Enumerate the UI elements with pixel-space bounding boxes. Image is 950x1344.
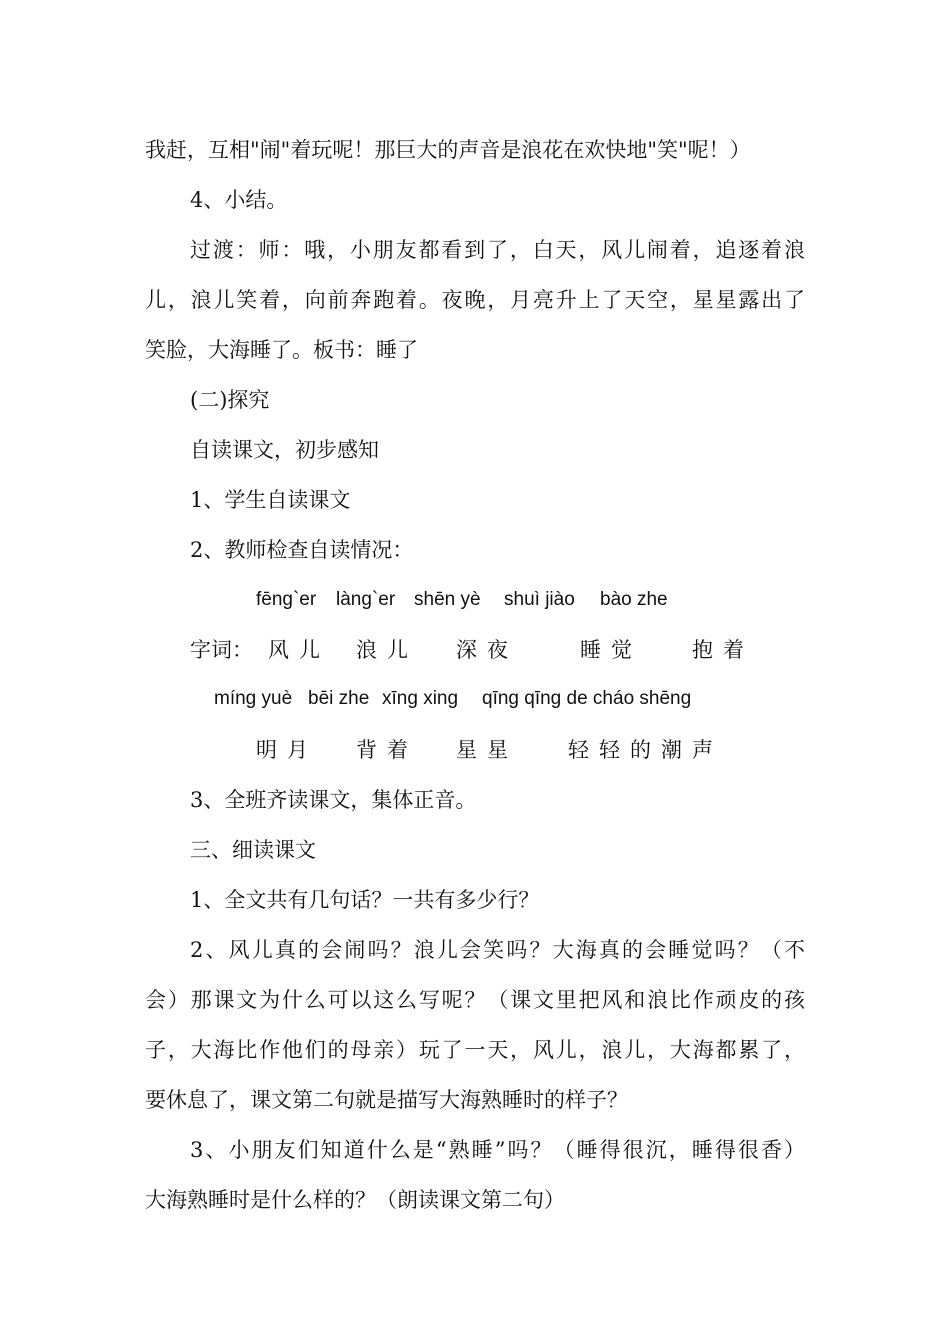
pinyin: shuì jiào [504,589,575,610]
vocab-word: 浪儿 [356,638,418,662]
paragraph-line: 1、全文共有几句话？一共有多少行？ [190,888,540,912]
paragraph-line: 笑脸，大海睡了。板书：睡了 [145,338,418,362]
paragraph-line: 大海熟睡时是什么样的？（朗读课文第二句） [145,1188,565,1212]
paragraph-line: 过渡：师：哦，小朋友都看到了，白天，风儿闹着，追逐着浪 [190,238,805,262]
pinyin: fēng`er [256,589,317,610]
paragraph-line: 3、全班齐读课文，集体正音。 [190,788,477,812]
section-heading: 三、细读课文 [190,838,316,862]
paragraph-line: 自读课文，初步感知 [190,438,379,462]
paragraph-line: 会）那课文为什么可以这么写呢？（课文里把风和浪比作顽皮的孩 [145,988,805,1012]
paragraph-line: 要休息了，课文第二句就是描写大海熟睡时的样子？ [145,1088,628,1112]
paragraph-line: 2、风儿真的会闹吗？浪儿会笑吗？大海真的会睡觉吗？（不 [190,938,805,962]
vocab-word: 深夜 [456,638,518,662]
vocab-word: 星星 [456,738,518,762]
pinyin: bào zhe [600,589,668,610]
vocab-word: 背着 [356,738,418,762]
vocab-word: 明月 [256,738,318,762]
vocab-word: 睡觉 [580,638,642,662]
vocab-word: 风儿 [268,638,330,662]
paragraph-line: 子，大海比作他们的母亲）玩了一天，风儿，浪儿，大海都累了， [145,1038,805,1062]
paragraph-line: 3、小朋友们知道什么是“熟睡”吗？（睡得很沉，睡得很香） [190,1138,805,1162]
vocab-word: 轻轻的潮声 [568,738,723,762]
vocab-word: 抱着 [692,638,754,662]
section-heading: (二)探究 [190,388,270,412]
paragraph-line: 我赶，互相"闹"着玩呢！那巨大的声音是浪花在欢快地"笑"呢！） [145,138,751,162]
pinyin: qīng qīng de cháo shēng [482,688,692,709]
paragraph-line: 2、教师检查自读情况： [190,538,414,562]
pinyin: làng`er [336,589,396,610]
pinyin: bēi zhe [308,688,370,709]
paragraph-line: 儿，浪儿笑着，向前奔跑着。夜晚，月亮升上了天空，星星露出了 [145,288,805,312]
pinyin: shēn yè [414,589,481,610]
vocab-label: 字词： [190,638,253,662]
pinyin: míng yuè [214,688,293,709]
pinyin: xīng xing [382,688,459,709]
paragraph-line: 1、学生自读课文 [190,488,351,512]
paragraph-line: 4、小结。 [190,188,288,212]
